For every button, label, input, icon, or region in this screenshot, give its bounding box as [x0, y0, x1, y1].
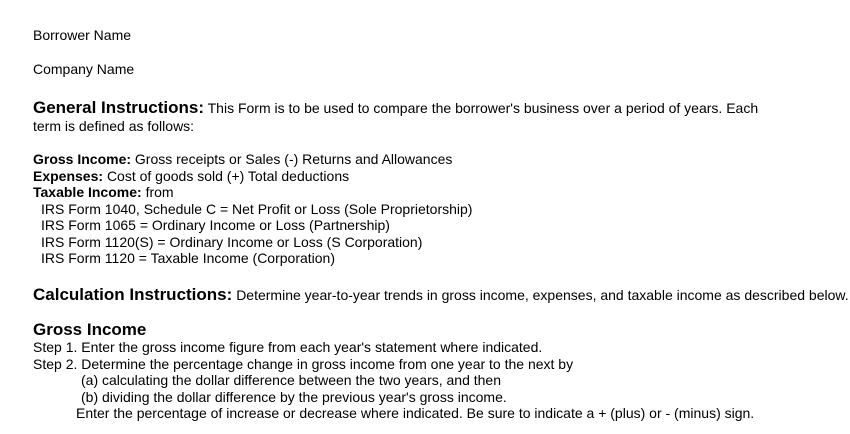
- general-instructions-text-2: term is defined as follows:: [33, 118, 195, 134]
- irs-item: IRS Form 1120(S) = Ordinary Income or Loss (S Corporation): [41, 233, 423, 250]
- calculation-instructions: [33, 285, 849, 305]
- step-1: Step 1. Enter the gross income figure from each year's statement where indicated.: [33, 339, 543, 355]
- calculation-instructions-heading: Calculation Instructions:: [33, 285, 233, 304]
- general-instructions: [33, 98, 758, 135]
- expenses-definition: [33, 168, 472, 185]
- expenses-text: Cost of goods sold (+) Total deductions: [106, 167, 350, 184]
- gross-income-definition: [33, 151, 472, 168]
- irs-item: IRS Form 1040, Schedule C = Net Profit or Loss (Sole Proprietorship): [41, 200, 473, 217]
- irs-item: IRS Form 1065 = Ordinary Income or Loss (Partnership): [41, 217, 390, 233]
- definitions-block: [33, 151, 472, 267]
- irs-item: IRS Form 1120 = Taxable Income (Corporation): [41, 250, 336, 266]
- taxable-income-definition: [33, 184, 472, 201]
- step-2: Step 2. Determine the percentage change in gross income from one year to the next by: [33, 355, 574, 372]
- gross-income-section: [33, 320, 754, 422]
- general-instructions-heading: General Instructions:: [33, 98, 204, 117]
- taxable-income-term: Taxable Income:: [33, 184, 142, 200]
- gross-income-text: Gross receipts or Sales (-) Returns and Allowances: [134, 151, 453, 167]
- step-2-a: (a) calculating the dollar difference between the two years, and then: [81, 372, 501, 388]
- calculation-instructions-text: Determine year-to-year trends in gross income, expenses, and taxable income as described below.: [236, 287, 849, 303]
- step-2-b: (b) dividing the dollar difference by the previous year's gross income.: [81, 388, 507, 405]
- gross-income-heading: Gross Income: [33, 320, 147, 339]
- expenses-term: Expenses:: [33, 167, 104, 184]
- general-instructions-text: This Form is to be used to compare the borrower's business over a period of years. Each: [207, 100, 759, 116]
- borrower-name-label: Borrower Name: [33, 27, 132, 43]
- step-2-final: Enter the percentage of increase or decrease where indicated. Be sure to indicate a + (plus) or - (minus) sign.: [76, 405, 755, 421]
- taxable-income-text: from: [145, 184, 174, 200]
- gross-income-term: Gross Income:: [33, 151, 132, 167]
- company-name-label: Company Name: [33, 61, 135, 77]
